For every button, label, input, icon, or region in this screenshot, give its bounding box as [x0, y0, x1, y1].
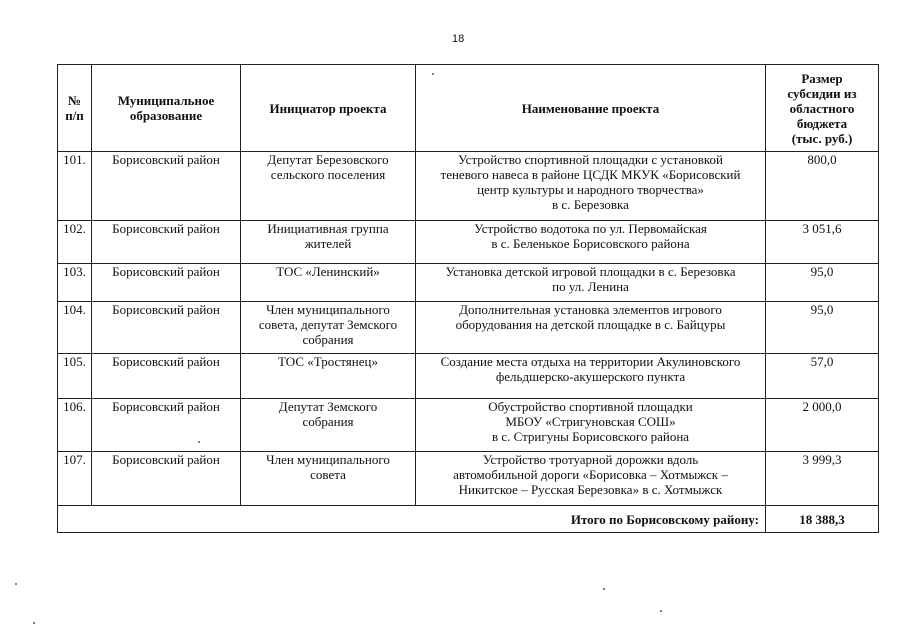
- initiator-line: Член муниципального: [266, 302, 390, 317]
- header-text: Инициатор проекта: [269, 100, 387, 116]
- subsidies-table: [57, 64, 879, 533]
- table-row: [58, 221, 879, 264]
- initiator-cell: [241, 264, 416, 302]
- initiator-line: жителей: [304, 236, 352, 251]
- scan-speck: [660, 610, 662, 612]
- project-line: в с. Стригуны Борисовского района: [491, 429, 690, 444]
- header-text: бюджета: [796, 115, 848, 131]
- project-line: МБОУ «Стригуновская СОШ»: [505, 414, 676, 429]
- initiator-line: ТОС «Ленинский»: [276, 264, 380, 279]
- total-row: [58, 506, 879, 533]
- header-text: областного: [789, 100, 855, 116]
- initiator-line: Депутат Березовского: [267, 152, 389, 167]
- amount-cell: 2 000,0: [766, 399, 879, 452]
- amount-cell: 95,0: [766, 302, 879, 354]
- initiator-cell: [241, 452, 416, 506]
- header-initiator: [241, 65, 416, 152]
- row-number: 101.: [58, 152, 92, 221]
- project-line: теневого навеса в районе ЦСДК МКУК «Борисовский: [440, 167, 741, 182]
- total-label: Итого по Борисовскому району:: [58, 506, 766, 533]
- initiator-line: совета, депутат Земского: [258, 317, 398, 332]
- municipality-cell: Борисовский район: [92, 452, 241, 506]
- row-number: 103.: [58, 264, 92, 302]
- project-cell: [416, 354, 766, 399]
- row-number: 104.: [58, 302, 92, 354]
- municipality-cell: Борисовский район: [92, 221, 241, 264]
- initiator-line: собрания: [302, 332, 354, 347]
- project-line: автомобильной дороги «Борисовка – Хотмыжск –: [453, 467, 728, 482]
- project-cell: [416, 152, 766, 221]
- project-cell: [416, 221, 766, 264]
- header-text: субсидии из: [787, 85, 857, 101]
- initiator-cell: [241, 399, 416, 452]
- header-num: [58, 65, 92, 152]
- municipality-cell: Борисовский район: [92, 354, 241, 399]
- amount-cell: 95,0: [766, 264, 879, 302]
- project-line: по ул. Ленина: [552, 279, 629, 294]
- project-line: в с. Беленькое Борисовского района: [491, 236, 690, 251]
- initiator-cell: [241, 302, 416, 354]
- initiator-line: сельского поселения: [270, 167, 386, 182]
- project-cell: [416, 399, 766, 452]
- project-line: Установка детской игровой площадки в с. Березовка: [445, 264, 736, 279]
- table-row: [58, 399, 879, 452]
- project-line: центр культуры и народного творчества»: [477, 182, 704, 197]
- row-number: 106.: [58, 399, 92, 452]
- municipality-cell: Борисовский район: [92, 264, 241, 302]
- total-amount: 18 388,3: [766, 506, 879, 533]
- project-line: Дополнительная установка элементов игрового: [459, 302, 722, 317]
- header-text: (тыс. руб.): [791, 130, 853, 146]
- project-cell: [416, 302, 766, 354]
- header-text: Муниципальное: [117, 93, 215, 108]
- row-number: 105.: [58, 354, 92, 399]
- initiator-line: Депутат Земского: [278, 399, 378, 414]
- scan-speck: [33, 622, 35, 624]
- scan-speck: [432, 73, 434, 75]
- project-line: Никитское – Русская Березовка» в с. Хотмыжск: [458, 482, 723, 497]
- header-text: Размер: [801, 70, 843, 86]
- project-line: фельдшерско-акушерского пункта: [495, 369, 686, 384]
- initiator-line: Член муниципального: [266, 452, 390, 467]
- amount-cell: 57,0: [766, 354, 879, 399]
- header-text: №: [67, 93, 82, 108]
- row-number: 107.: [58, 452, 92, 506]
- project-line: в с. Березовка: [552, 197, 629, 212]
- initiator-cell: [241, 221, 416, 264]
- municipality-cell: Борисовский район: [92, 399, 241, 452]
- table-row: [58, 302, 879, 354]
- scan-speck: [15, 583, 17, 585]
- header-row: [58, 65, 879, 152]
- table-row: [58, 264, 879, 302]
- project-line: Создание места отдыха на территории Акулиновского: [440, 354, 741, 369]
- scan-speck: [198, 441, 200, 443]
- municipality-cell: Борисовский район: [92, 152, 241, 221]
- amount-cell: 800,0: [766, 152, 879, 221]
- scan-speck: [603, 588, 605, 590]
- page-number: 18: [452, 33, 465, 45]
- header-text: образование: [129, 108, 203, 123]
- amount-cell: 3 051,6: [766, 221, 879, 264]
- initiator-line: собрания: [302, 414, 354, 429]
- project-cell: [416, 264, 766, 302]
- initiator-cell: [241, 354, 416, 399]
- header-amount: [766, 65, 879, 152]
- project-line: Обустройство спортивной площадки: [488, 399, 693, 414]
- municipality-cell: Борисовский район: [92, 302, 241, 354]
- header-text: п/п: [65, 108, 84, 123]
- table-row: [58, 354, 879, 399]
- amount-cell: 3 999,3: [766, 452, 879, 506]
- initiator-line: Инициативная группа: [267, 221, 389, 236]
- initiator-cell: [241, 152, 416, 221]
- table-row: [58, 152, 879, 221]
- project-line: оборудования на детской площадке в с. Байцуры: [455, 317, 726, 332]
- header-text: Наименование проекта: [521, 100, 660, 116]
- project-cell: [416, 452, 766, 506]
- row-number: 102.: [58, 221, 92, 264]
- initiator-line: ТОС «Тростянец»: [278, 354, 378, 369]
- project-line: Устройство водотока по ул. Первомайская: [474, 221, 707, 236]
- table-row: [58, 452, 879, 506]
- project-line: Устройство спортивной площадки с установкой: [458, 152, 723, 167]
- header-municipality: [92, 65, 241, 152]
- header-project: [416, 65, 766, 152]
- initiator-line: совета: [310, 467, 346, 482]
- project-line: Устройство тротуарной дорожки вдоль: [482, 452, 699, 467]
